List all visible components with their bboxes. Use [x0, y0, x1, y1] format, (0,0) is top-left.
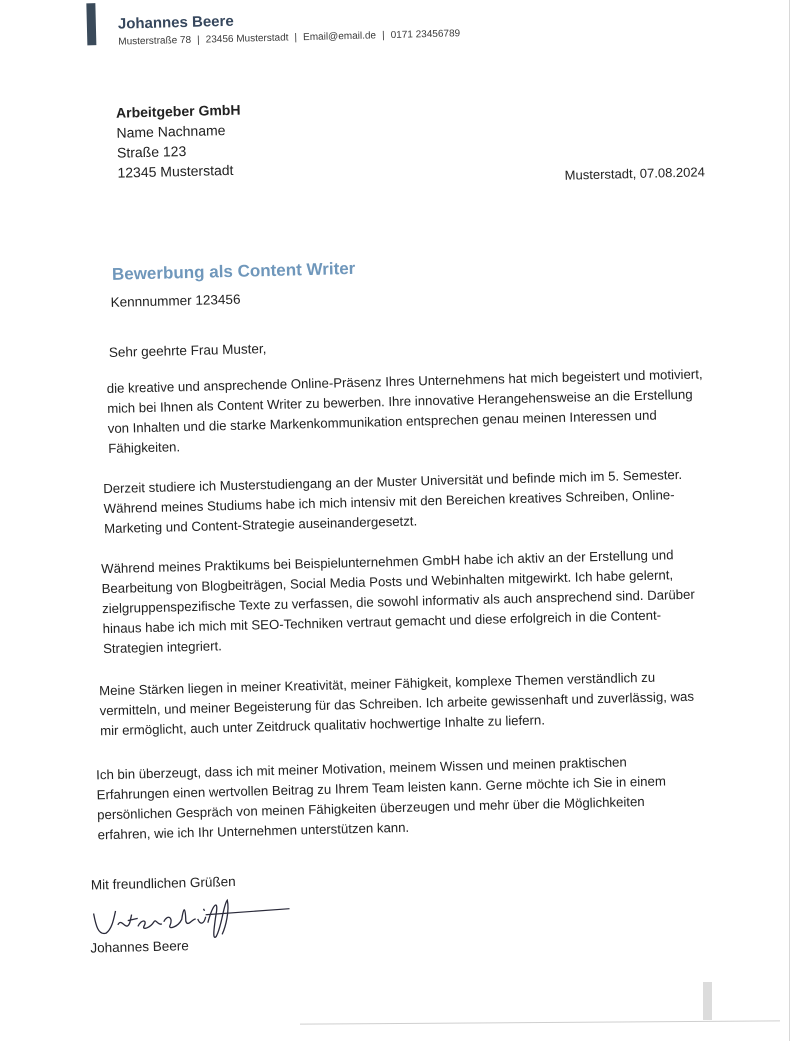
body-paragraph: die kreative und ansprechende Online-Präsenz Ihres Unternehmens hat mich begeistert und motiviert, mich bei Ihnen als Content Writer zu bewerben. Ihre innovative Herangehensweise an die Erstellung von Inhalten und die starke Markenkommunikation entsprechen genau meinen Interessen und Fähigkeiten.: [106, 366, 703, 456]
reference-number: Kennnummer 123456: [110, 291, 241, 310]
separator: |: [294, 32, 298, 44]
body-paragraph: Ich bin überzeugt, dass ich mit meiner Motivation, meinem Wissen und meinen praktischen Erfahrungen einen wertvollen Beitrag zu Ihrem Team leisten kann. Gerne möchte ich Sie in einem persönlichen Gespräch von meinen Fähigkeiten überzeugen und mehr über die Möglichkeiten erfahren, wie ich Ihr Unternehmen unterstützen kann.: [96, 754, 667, 843]
body-paragraph: Derzeit studiere ich Musterstudiengang an der Muster Universität und befinde mich im 5. Semester. Während meines Studiums habe ich mich intensiv mit den Bereichen kreatives Schreiben, Online-Marketing und Content-Strategie auseinandergesetzt.: [103, 466, 683, 537]
sender-name: Johannes Beere: [117, 12, 234, 33]
sender-city: 23456 Musterstadt: [205, 32, 289, 46]
signer-name: Johannes Beere: [90, 938, 189, 956]
page-curl: [703, 982, 712, 1020]
recipient-block: [116, 100, 242, 183]
separator: |: [196, 34, 200, 46]
sender-address: Musterstraße 78: [118, 34, 192, 48]
sheet-edge: [789, 0, 790, 1041]
recipient-city: 12345 Musterstadt: [117, 161, 234, 181]
recipient-contact: Name Nachname: [116, 122, 226, 141]
sender-email: Email@email.de: [302, 30, 377, 44]
salutation: Sehr geehrte Frau Muster,: [108, 341, 267, 360]
body-paragraph: Meine Stärken liegen in meiner Kreativität, meiner Fähigkeit, komplexe Themen verständlich zu vermitteln, und meiner Begeisterung für das Schreiben. Ich arbeite gewissenhaft und zuverlässig, was mir ermöglicht, auch unter Zeitdruck qualitativ hochwertige Inhalte zu liefern.: [98, 669, 695, 739]
sender-phone: 0171 23456789: [390, 28, 461, 41]
closing-phrase: Mit freundlichen Grüßen: [90, 874, 236, 893]
recipient-company: Arbeitgeber GmbH: [115, 101, 241, 121]
separator: |: [381, 30, 385, 42]
recipient-street: Straße 123: [116, 142, 187, 161]
header-accent-bar: [86, 3, 96, 45]
subject-title: Bewerbung als Content Writer: [111, 258, 356, 284]
body-paragraph: Während meines Praktikums bei Beispielunternehmen GmbH habe ich aktiv an der Erstellung und Bearbeitung von Blogbeiträgen, Social Media Posts und Webinhalten mitgewirkt. Ich habe gelernt, zielgruppenspezifische Texte zu verfassen, die sowohl informativ als auch ansprechend sind. Darüber hinaus habe ich mich mit SEO-Techniken vertraut gemacht und diese erfolgreich in die Content-Strategien integriert.: [100, 547, 695, 657]
letter-date: Musterstadt, 07.08.2024: [564, 164, 706, 183]
